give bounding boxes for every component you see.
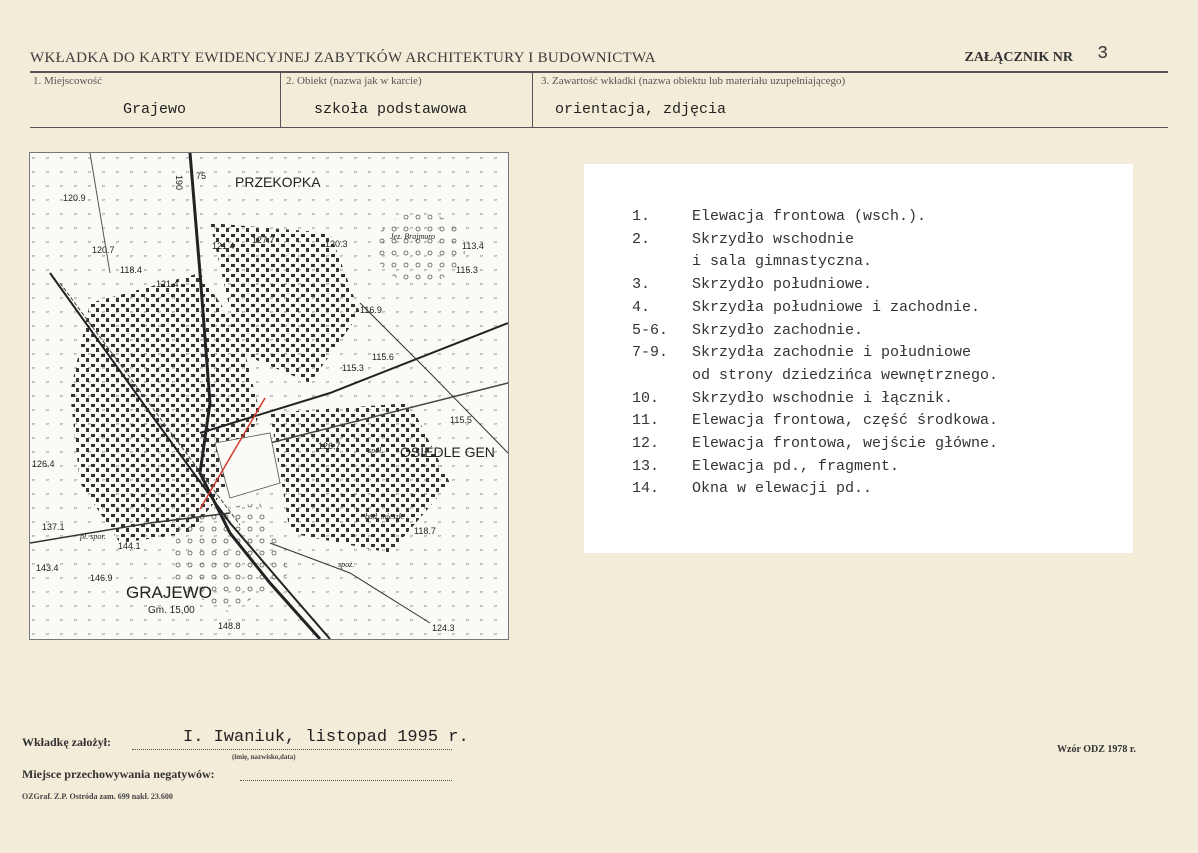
object-value: szkoła podstawowa xyxy=(314,101,468,118)
map-spot-height: 113.4 xyxy=(462,241,484,251)
map-spot-height: 120.9 xyxy=(63,193,86,203)
photo-item-description: Skrzydła południowe i zachodnie. xyxy=(692,298,981,316)
photo-item-description: Elewacja frontowa, część środkowa. xyxy=(692,412,999,430)
map-town-label: GRAJEWO xyxy=(126,583,212,602)
photo-item-number: 13. xyxy=(632,457,660,475)
map-spot-height: 124.3 xyxy=(432,623,455,633)
photo-item-description: Elewacja frontowa (wsch.). xyxy=(692,208,927,225)
map-spot-height: 118.7 xyxy=(414,526,436,536)
map-spot-height: 115.6 xyxy=(372,352,394,362)
map-annotation: pl. spor. xyxy=(80,532,106,541)
print-info: OZGraf. Z.P. Ostróda zam. 699 nakł. 23.600 xyxy=(22,792,173,801)
attachment-number: 3 xyxy=(1097,44,1108,64)
map-lake-label: Jez. Brajmuro xyxy=(390,232,436,241)
map-spot-height: 118.4 xyxy=(120,265,142,275)
map-spot-height: 120.3 xyxy=(325,239,348,249)
object-label: 2. Obiekt (nazwa jak w karcie) xyxy=(286,75,422,87)
photo-item-number: 5-6. xyxy=(632,321,669,339)
photo-list-item xyxy=(632,433,998,456)
photo-list-item xyxy=(632,365,998,388)
map-town-sub: Gm. 15,00 xyxy=(148,605,195,616)
photo-item-number: 12. xyxy=(632,435,660,453)
map-annotation: spół. xyxy=(368,446,384,455)
photo-list-item xyxy=(632,410,998,433)
map-annotation: spoż. xyxy=(338,560,355,569)
photo-list-item xyxy=(632,388,998,411)
field-divider xyxy=(280,73,281,127)
location-map xyxy=(29,152,509,640)
photo-list-item xyxy=(632,320,998,343)
map-spot-height: 146.9 xyxy=(90,573,113,583)
created-by-value: I. Iwaniuk, listopad 1995 r. xyxy=(183,728,469,747)
map-spot-height: 120.7 xyxy=(92,245,115,255)
photo-item-description: Elewacja frontowa, wejście główne. xyxy=(692,435,999,453)
fields-rule xyxy=(30,127,1168,128)
photo-item-description: i sala gimnastyczna. xyxy=(692,253,873,271)
map-spot-height: 75 xyxy=(196,171,207,181)
content-label: 3. Zawartość wkładki (nazwa obiektu lub materiału uzupełniającego) xyxy=(541,75,846,87)
photo-item-number: 10. xyxy=(632,389,660,407)
photo-item-number xyxy=(632,365,692,388)
photo-item-number: 11. xyxy=(632,412,660,430)
photo-list-item xyxy=(632,229,998,252)
map-east-label: OSIEDLE GEN xyxy=(400,444,495,460)
content-value: orientacja, zdjęcia xyxy=(555,101,727,118)
map-north-label: PRZEKOPKA xyxy=(235,174,321,190)
created-by-line xyxy=(132,749,452,750)
photo-list-sheet xyxy=(584,164,1133,553)
photo-item-number xyxy=(632,251,692,274)
photo-list-item xyxy=(632,206,998,229)
map-spot-height: 115.5 xyxy=(450,415,472,425)
map-spot-height: 115.3 xyxy=(456,265,478,275)
locality-value: Grajewo xyxy=(123,101,187,118)
map-spot-height: 137.1 xyxy=(42,522,65,532)
photo-item-description: Skrzydło południowe. xyxy=(692,276,873,294)
map-spot-height: 127.7 xyxy=(252,235,275,245)
photo-list-item xyxy=(632,251,998,274)
attachment-label: ZAŁĄCZNIK NR xyxy=(964,50,1073,65)
negatives-storage-label: Miejsce przechowywania negatywów: xyxy=(22,767,215,781)
field-divider xyxy=(532,73,533,127)
photo-item-number: 2. xyxy=(632,230,651,248)
photo-list-item xyxy=(632,342,998,365)
photo-item-description: Skrzydło zachodnie. xyxy=(692,321,864,339)
photo-list-item xyxy=(632,456,998,479)
photo-item-description: Okna w elewacji pd.. xyxy=(692,480,873,498)
photo-list-item xyxy=(632,274,998,297)
document-title: WKŁADKA DO KARTY EWIDENCYJNEJ ZABYTKÓW ARCHITEKTURY I BUDOWNICTWA xyxy=(30,50,656,66)
map-spot-height: 144.1 xyxy=(118,541,141,551)
photo-item-number: 7-9. xyxy=(632,344,669,362)
map-spot-height: 143.4 xyxy=(36,563,59,573)
map-spot-height: 121.4 xyxy=(156,279,179,289)
photo-item-number: 3. xyxy=(632,276,651,294)
photo-item-description: Skrzydła zachodnie i południowe xyxy=(692,344,972,362)
map-spot-height: 126.4 xyxy=(32,459,55,469)
map-spot-height: 116.9 xyxy=(360,305,382,315)
photo-list-item xyxy=(632,297,998,320)
photo-item-description: Skrzydło wschodnie i łącznik. xyxy=(692,389,954,407)
created-by-hint: (imię, nazwisko,data) xyxy=(232,753,296,761)
map-spot-height: 148.8 xyxy=(218,621,241,631)
map-spot-height: 121.4 xyxy=(212,241,235,251)
created-by-label: Wkładkę założył: xyxy=(22,735,111,749)
photo-list-item xyxy=(632,478,998,501)
header-rule xyxy=(30,71,1168,73)
photo-list xyxy=(632,206,998,501)
map-spot-height: 115.3 xyxy=(342,363,364,373)
form-id: Wzór ODZ 1978 r. xyxy=(1057,744,1136,755)
photo-item-description: Elewacja pd., fragment. xyxy=(692,457,900,475)
map-road-label: 190 xyxy=(174,175,184,191)
photo-item-description: Skrzydło wschodnie xyxy=(692,230,855,248)
map-drawing xyxy=(30,153,508,639)
negatives-storage-line xyxy=(240,780,452,781)
locality-label: 1. Miejscowość xyxy=(33,75,103,87)
photo-item-description: od strony dziedzińca wewnętrznego. xyxy=(692,366,999,384)
map-spot-height: 126.7 xyxy=(318,441,341,451)
map-annotation: bud. mieszk. xyxy=(365,512,405,521)
photo-item-number: 1. xyxy=(632,208,651,225)
photo-item-number: 4. xyxy=(632,298,651,316)
photo-item-number: 14. xyxy=(632,480,660,498)
